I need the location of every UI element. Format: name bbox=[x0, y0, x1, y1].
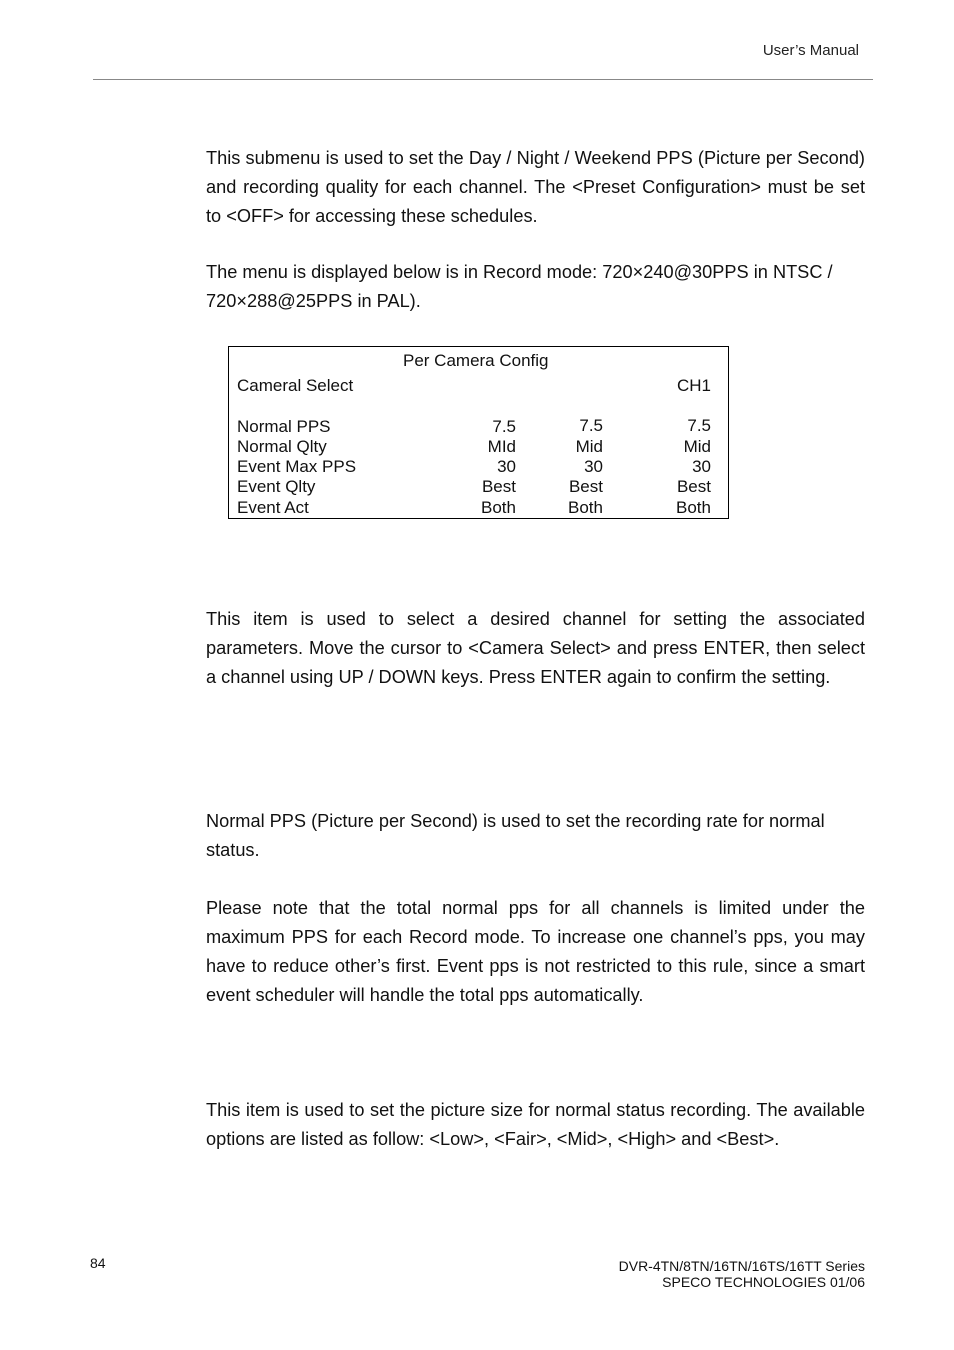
pps-limit-paragraph: Please note that the total normal pps for all channels is limited under the maximum PPS for each Record mode. To increase one channel’s pps, you may have to reduce other’s first. Event pps is not restricted to this rule, since a smart event scheduler will handle the total pps automatically. bbox=[206, 898, 865, 1005]
normal-qlty-value-3: Mid bbox=[683, 437, 711, 456]
camera-select-paragraph: This item is used to select a desired channel for setting the associated parameters. Move the cursor to <Camera Select> and press ENTER, then select a channel using UP / DOWN keys. Press ENTER again to confirm the setting. bbox=[206, 609, 865, 687]
normal-pps-value-1: 7.5 bbox=[492, 417, 516, 436]
per-camera-config-menu bbox=[228, 346, 729, 519]
footer-series: DVR-4TN/8TN/16TN/16TS/16TT Series bbox=[618, 1258, 865, 1274]
menu-title: Per Camera Config bbox=[403, 351, 549, 370]
event-max-pps-value-2: 30 bbox=[584, 457, 603, 476]
record-mode-paragraph: The menu is displayed below is in Record mode: 720×240@30PPS in NTSC / 720×288@25PPS in PAL). bbox=[206, 262, 833, 311]
event-qlty-value-1: Best bbox=[481, 477, 516, 496]
camera-select-label: Cameral Select bbox=[237, 376, 354, 395]
normal-pps-paragraph: Normal PPS (Picture per Second) is used to set the recording rate for normal status. bbox=[206, 811, 825, 860]
normal-pps-label: Normal PPS bbox=[237, 417, 331, 436]
normal-qlty-value-2: Mid bbox=[575, 437, 603, 456]
footer-company: SPECO TECHNOLOGIES 01/06 bbox=[662, 1274, 865, 1290]
event-qlty-label: Event Qlty bbox=[237, 477, 316, 496]
event-qlty-value-2: Best bbox=[568, 477, 603, 496]
header-divider bbox=[93, 79, 873, 80]
normal-qlty-value-1: MId bbox=[487, 437, 516, 456]
normal-qlty-paragraph: This item is used to set the picture size for normal status recording. The available options are listed as follow: <Low>, <Fair>, <Mid>, <High> and <Best>. bbox=[206, 1100, 865, 1149]
normal-pps-value-3: 7.5 bbox=[687, 416, 711, 435]
event-act-value-2: Both bbox=[568, 498, 603, 517]
event-max-pps-value-1: 30 bbox=[497, 457, 516, 476]
event-max-pps-value-3: 30 bbox=[692, 457, 711, 476]
running-header: User’s Manual bbox=[762, 42, 859, 59]
event-qlty-value-3: Best bbox=[676, 477, 711, 496]
event-max-pps-label: Event Max PPS bbox=[237, 457, 357, 476]
normal-qlty-label: Normal Qlty bbox=[237, 437, 327, 456]
page-number: 84 bbox=[90, 1255, 106, 1271]
event-act-value-1: Both bbox=[481, 498, 516, 517]
footer-info bbox=[619, 1258, 865, 1290]
intro-paragraph: This submenu is used to set the Day / Night / Weekend PPS (Picture per Second) and recording quality for each channel. The <Preset Configuration> must be set to <OFF> for accessing these schedules. bbox=[206, 148, 865, 226]
camera-select-value: CH1 bbox=[676, 376, 711, 395]
event-act-value-3: Both bbox=[676, 498, 711, 517]
event-act-label: Event Act bbox=[237, 498, 309, 517]
normal-pps-value-2: 7.5 bbox=[579, 416, 603, 435]
